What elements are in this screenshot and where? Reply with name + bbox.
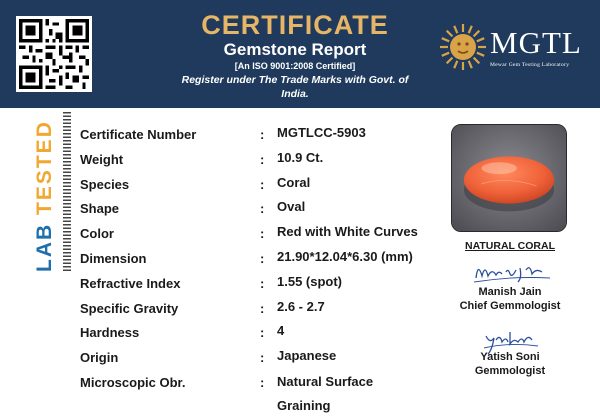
detail-row-certificate-number: [80, 123, 440, 148]
detail-label: Origin: [80, 350, 119, 366]
detail-colon: :: [260, 176, 265, 192]
detail-row-specific-gravity: [80, 297, 440, 322]
gem-details-table: [80, 123, 440, 418]
certificate-header: [0, 0, 600, 108]
detail-value: Coral: [277, 174, 311, 190]
signatory-role: Chief Gemmologist: [459, 300, 561, 312]
detail-label: Color: [80, 226, 114, 242]
tested-word: TESTED: [33, 120, 56, 215]
detail-colon: :: [260, 325, 265, 341]
detail-colon: :: [260, 300, 265, 316]
certificate-title: CERTIFICATE: [201, 10, 389, 40]
detail-colon: :: [260, 250, 265, 266]
iso-certification: [An ISO 9001:2008 Certified]: [234, 61, 356, 71]
detail-value: Oval: [277, 199, 306, 215]
detail-label: Hardness: [80, 325, 140, 341]
detail-colon: :: [260, 127, 265, 142]
detail-colon: :: [260, 151, 265, 167]
detail-label: Refractive Index: [80, 275, 181, 291]
detail-value: Natural Surface Graining: [277, 373, 374, 413]
detail-row-refractive-index: [80, 272, 440, 297]
detail-label: Species: [80, 176, 130, 192]
barcode-strip: [63, 112, 71, 272]
qr-code-icon: [16, 16, 92, 92]
signatory-role: Gemmologist: [474, 365, 546, 377]
signatory-name: Yatish Soni: [480, 351, 540, 363]
detail-row-dimension: [80, 247, 440, 272]
detail-colon: :: [260, 201, 265, 217]
sun-emblem-icon: [438, 22, 488, 72]
detail-row-hardness: [80, 321, 440, 346]
detail-value: 2.6 - 2.7: [277, 298, 325, 314]
detail-value: 4: [277, 323, 285, 339]
detail-row-shape: [80, 197, 440, 222]
detail-label: Dimension: [80, 250, 147, 266]
detail-value: Japanese: [277, 348, 337, 364]
detail-row-origin: [80, 346, 440, 371]
detail-label: Microscopic Obr.: [80, 374, 186, 390]
detail-label: Specific Gravity: [80, 300, 179, 316]
signatory-name: Manish Jain: [478, 286, 542, 298]
detail-row-color: [80, 222, 440, 247]
detail-value: 21.90*12.04*6.30 (mm): [277, 248, 413, 264]
detail-label: Shape: [80, 201, 120, 217]
detail-colon: :: [260, 350, 265, 366]
signature-manish-jain: [472, 258, 552, 288]
trademark-line-1: Register under The Trade Marks with Govt. of: [181, 74, 409, 86]
detail-row-weight: [80, 148, 440, 173]
report-subtitle: Gemstone Report: [223, 40, 367, 59]
trademark-registration: [150, 73, 440, 101]
detail-label: Weight: [80, 151, 124, 167]
detail-value: MGTLCC-5903: [277, 125, 366, 140]
detail-colon: :: [260, 226, 265, 242]
detail-label: Certificate Number: [80, 127, 197, 142]
gemstone-photo: [451, 124, 567, 232]
lab-tested-label: [28, 112, 62, 272]
detail-value: Red with White Curves: [277, 224, 418, 240]
detail-value: 10.9 Ct.: [277, 149, 324, 165]
detail-colon: :: [260, 275, 265, 291]
detail-row-microscopic: [80, 371, 440, 418]
lab-word: LAB: [33, 222, 56, 272]
detail-row-species: [80, 173, 440, 198]
mgtl-logo-text: MGTL: [490, 25, 582, 60]
trademark-line-2: India.: [281, 88, 309, 100]
gem-caption: NATURAL CORAL: [464, 240, 556, 252]
mgtl-logo-subtext: Mewar Gem Testing Laboratory: [490, 62, 570, 68]
detail-colon: :: [260, 374, 265, 390]
detail-value: 1.55 (spot): [277, 273, 343, 289]
